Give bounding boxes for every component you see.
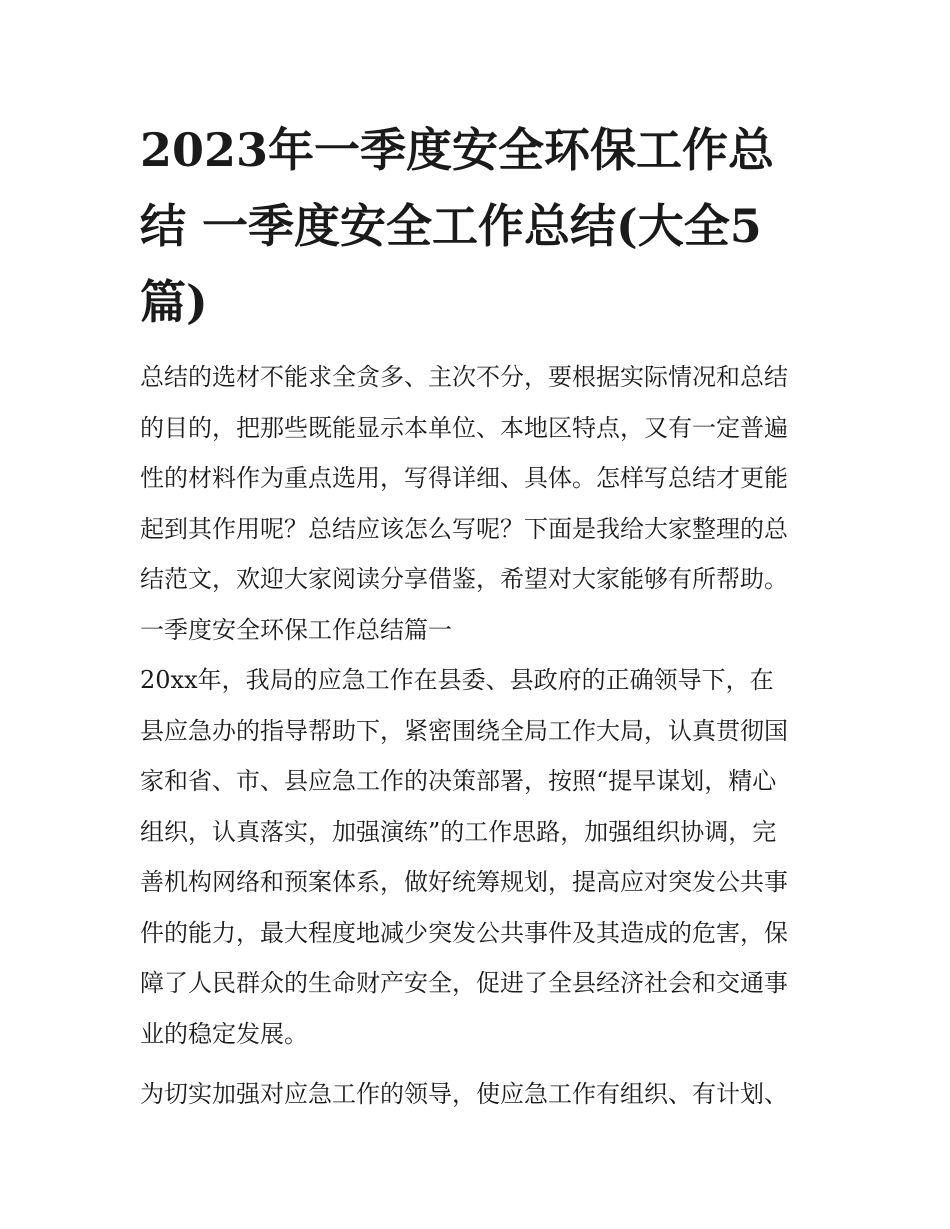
text-line: 县应急办的指导帮助下，紧密围绕全局工作大局，认真贯彻国 — [140, 716, 788, 745]
document-title — [140, 112, 820, 340]
text-line: 为切实加强对应急工作的领导，使应急工作有组织、有计划、 — [140, 1080, 788, 1108]
text-line: 障了人民群众的生命财产安全，促进了全县经济社会和交通事 — [140, 969, 788, 997]
intro-paragraph — [140, 352, 830, 605]
text-line: 20xx年，我局的应急工作在县委、县政府的正确领导下，在 — [140, 666, 774, 694]
text-line: 起到其作用呢？总结应该怎么写呢？下面是我给大家整理的总 — [140, 514, 788, 543]
section-heading: 一季度安全环保工作总结篇一 — [140, 615, 452, 644]
text-line: 善机构网络和预案体系，做好统筹规划，提高应对突发公共事 — [140, 868, 788, 896]
title-line: 篇) — [140, 275, 208, 329]
paragraph-spacer — [140, 1059, 830, 1069]
text-line: 的目的，把那些既能显示本单位、本地区特点，又有一定普遍 — [140, 413, 788, 442]
text-line: 性的材料作为重点选用，写得详细、具体。怎样写总结才更能 — [140, 464, 788, 492]
text-line: 业的稳定发展。 — [140, 1019, 308, 1048]
text-line: 件的能力，最大程度地减少突发公共事件及其造成的危害，保 — [140, 918, 788, 947]
title-line: 2023年一季度安全环保工作总 — [140, 123, 775, 177]
text-line: 家和省、市、县应急工作的决策部署，按照“提早谋划，精心 — [140, 767, 777, 795]
title-line: 结 一季度安全工作总结(大全5 — [140, 199, 762, 253]
body-paragraph — [140, 655, 830, 1059]
body-paragraph — [140, 1069, 830, 1120]
text-line: 组织，认真落实，加强演练”的工作思路，加强组织协调，完 — [140, 817, 777, 846]
text-line: 总结的选材不能求全贪多、主次不分，要根据实际情况和总结 — [140, 363, 788, 391]
text-line: 结范文，欢迎大家阅读分享借鉴，希望对大家能够有所帮助。 — [140, 565, 788, 593]
document-body — [140, 352, 830, 1120]
